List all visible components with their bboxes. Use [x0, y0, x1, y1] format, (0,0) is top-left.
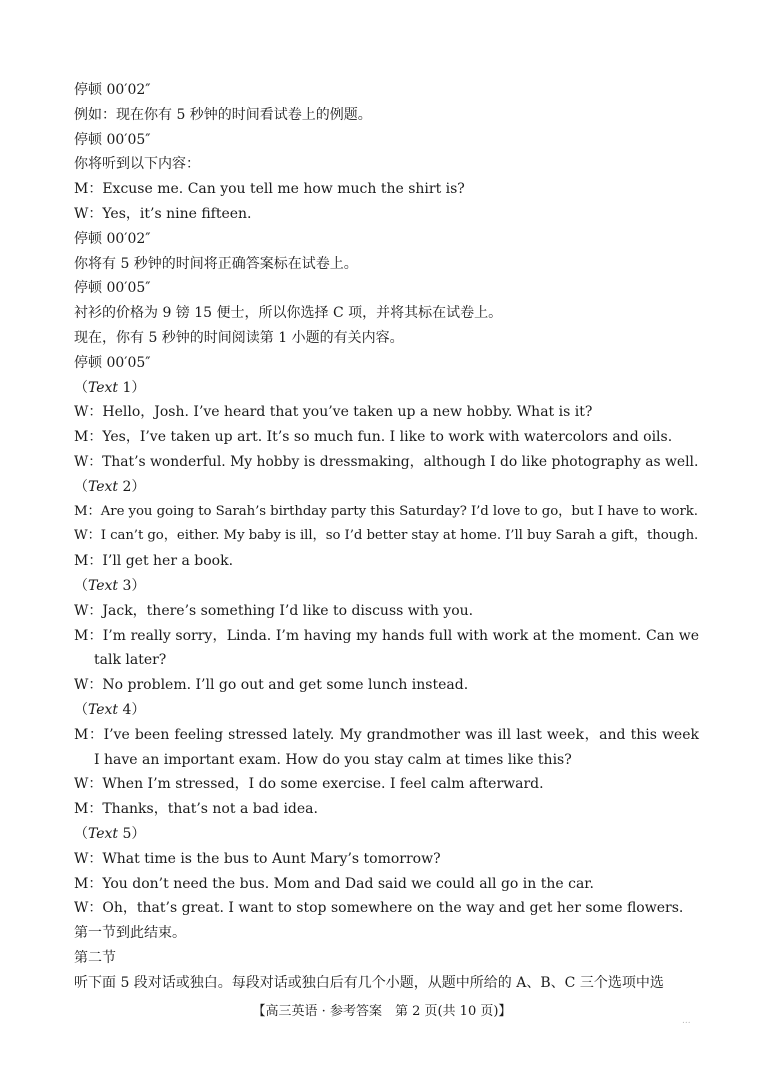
heading-open-paren: （ [74, 478, 88, 495]
transcript-line: 停顿 00′05″ [74, 280, 151, 297]
transcript-line: W：Hello，Josh. I’ve heard that you’ve taken up a new hobby. What is it? [74, 404, 593, 421]
transcript-line: 第二节 [74, 949, 116, 966]
heading-text-label: Text [88, 701, 119, 718]
heading-text-label: Text [88, 478, 119, 495]
transcript-line: M：Thanks，that’s not a bad idea. [74, 801, 318, 818]
edge-mark: ... [682, 1016, 691, 1026]
transcript-line: W：When I’m stressed，I do some exercise. I feel calm afterward. [74, 776, 544, 793]
heading-open-paren: （ [74, 825, 88, 842]
transcript-line: 停顿 00′02″ [74, 82, 151, 98]
transcript-line: 你将听到以下内容： [74, 156, 200, 173]
text-section-heading [74, 376, 699, 401]
transcript-line: 停顿 00′02″ [74, 230, 151, 247]
transcript-line: W：I can’t go，either. My baby is ill，so I’d better stay at home. I’ll buy Sarah a gift，though. [74, 528, 699, 544]
transcript-line: 例如：现在你有 5 秒钟的时间看试卷上的例题。 [74, 106, 372, 123]
transcript-line: 停顿 00′05″ [74, 131, 151, 148]
transcript-line: 现在，你有 5 秒钟的时间阅读第 1 小题的有关内容。 [74, 329, 404, 346]
heading-number: 4） [118, 701, 146, 718]
text-section-heading [74, 574, 699, 599]
heading-open-paren: （ [74, 701, 88, 718]
transcript-line: 衬衫的价格为 9 镑 15 便士，所以你选择 C 项，并将其标在试卷上。 [74, 305, 503, 322]
transcript-line: 第一节到此结束。 [74, 925, 186, 942]
transcript-line: W：Yes，it’s nine fifteen. [74, 205, 252, 222]
text-section-heading [74, 698, 699, 723]
transcript-line: W：Jack，there’s something I’d like to discuss with you. [74, 602, 474, 619]
heading-text-label: Text [88, 825, 119, 842]
heading-number: 3） [118, 577, 146, 594]
transcript-line: M：I’ll get her a book. [74, 553, 234, 570]
transcript-line: W：Oh，that’s great. I want to stop somewhere on the way and get her some flowers. [74, 900, 684, 917]
transcript-line: M：I’ve been feeling stressed lately. My grandmother was ill last week，and this week I have an important exam. How do you stay calm at times like this? [74, 726, 699, 768]
transcript-line: W：That’s wonderful. My hobby is dressmaking，although I do like photography as well. [74, 453, 699, 470]
heading-text-label: Text [88, 379, 119, 396]
transcript-line: 停顿 00′05″ [74, 354, 151, 371]
transcript-line: W：No problem. I’ll go out and get some lunch instead. [74, 677, 469, 694]
transcript-line: W：What time is the bus to Aunt Mary’s tomorrow? [74, 850, 441, 867]
heading-number: 1） [118, 379, 146, 396]
heading-number: 5） [118, 825, 146, 842]
text-section-heading [74, 822, 699, 847]
transcript-line: M：You don’t need the bus. Mom and Dad said we could all go in the car. [74, 875, 594, 892]
transcript-line: M：I’m really sorry，Linda. I’m having my hands full with work at the moment. Can we talk later? [74, 627, 699, 669]
transcript-line: M：Are you going to Sarah’s birthday party this Saturday? I’d love to go，but I have to work. [74, 503, 698, 519]
page-footer: 【高三英语 · 参考答案 第 2 页(共 10 页)】 [252, 1004, 512, 1019]
heading-text-label: Text [88, 577, 119, 594]
text-section-heading [74, 475, 699, 500]
transcript-line: 听下面 5 段对话或独白。每段对话或独白后有几个小题，从题中所给的 A、B、C 三个选项中选 [74, 974, 664, 991]
heading-open-paren: （ [74, 577, 88, 594]
heading-number: 2） [118, 478, 146, 495]
heading-open-paren: （ [74, 379, 88, 396]
transcript-line: M：Yes，I’ve taken up art. It’s so much fun. I like to work with watercolors and oils. [74, 429, 673, 446]
transcript-line: 你将有 5 秒钟的时间将正确答案标在试卷上。 [74, 255, 358, 272]
answer-key-transcript [74, 78, 699, 995]
transcript-line: M：Excuse me. Can you tell me how much the shirt is? [74, 181, 465, 198]
